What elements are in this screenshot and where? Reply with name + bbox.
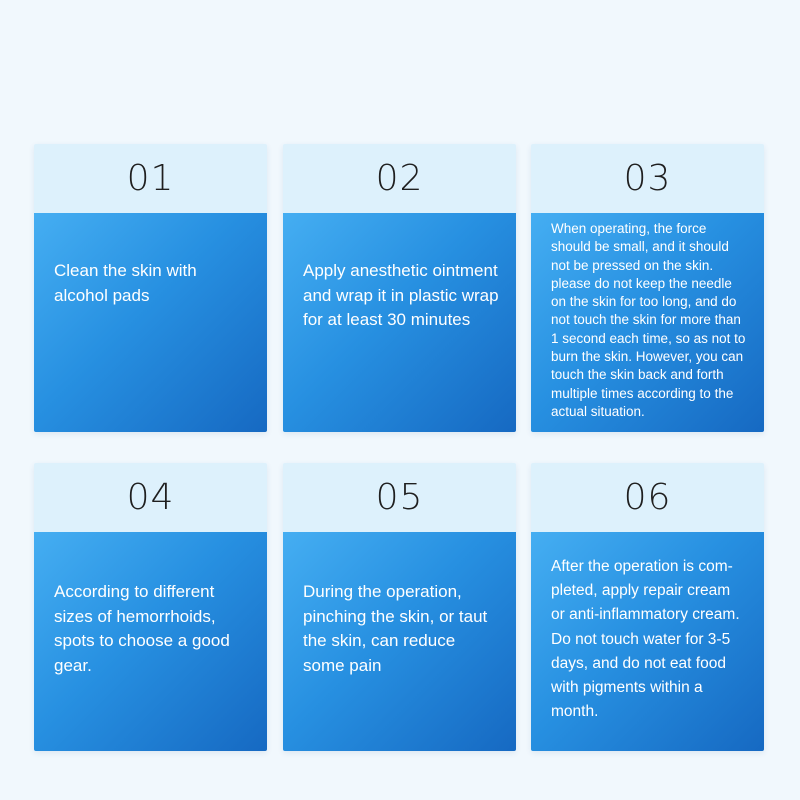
step-text: Apply anesthetic ointment and wrap it in plastic wrap for at least 30 minutes: [303, 261, 499, 329]
step-card-body: [283, 532, 516, 751]
step-card-02: [283, 144, 516, 432]
step-card-01: [34, 144, 267, 432]
step-card-05: [283, 463, 516, 751]
step-number: 01: [126, 158, 175, 199]
step-text: During the operation, pinching the skin, or taut the skin, can reduce some pain: [303, 582, 488, 675]
step-card-body: [283, 213, 516, 432]
step-text: According to different sizes of hemorrhoids, spots to choose a good gear.: [54, 582, 230, 675]
step-card-header: [34, 463, 267, 532]
step-card-header: [283, 144, 516, 213]
step-card-body: [34, 532, 267, 751]
step-card-body: [531, 213, 764, 432]
step-number: 03: [623, 158, 672, 199]
step-number: 05: [375, 477, 424, 518]
step-card-04: [34, 463, 267, 751]
step-text: After the operation is com-pleted, apply repair cream or anti-inflammatory cream. Do not touch water for 3-5 days, and do not eat food with pigments within a month.: [551, 558, 740, 721]
step-text: Clean the skin with alcohol pads: [54, 261, 197, 305]
step-card-body: [34, 213, 267, 432]
step-number: 02: [375, 158, 424, 199]
step-card-header: [531, 463, 764, 532]
step-card-header: [531, 144, 764, 213]
step-card-header: [34, 144, 267, 213]
step-card-06: [531, 463, 764, 751]
step-card-03: [531, 144, 764, 432]
step-card-body: [531, 532, 764, 751]
step-number: 06: [623, 477, 672, 518]
step-number: 04: [126, 477, 175, 518]
step-card-header: [283, 463, 516, 532]
step-text: When operating, the force should be small, and it should not be pressed on the skin. please do not keep the needle on the skin for too long, and do not touch the skin for more than 1 second each time, so as not to burn the skin. However, you can touch the skin back and forth multiple times according to the actual situation.: [551, 221, 746, 419]
